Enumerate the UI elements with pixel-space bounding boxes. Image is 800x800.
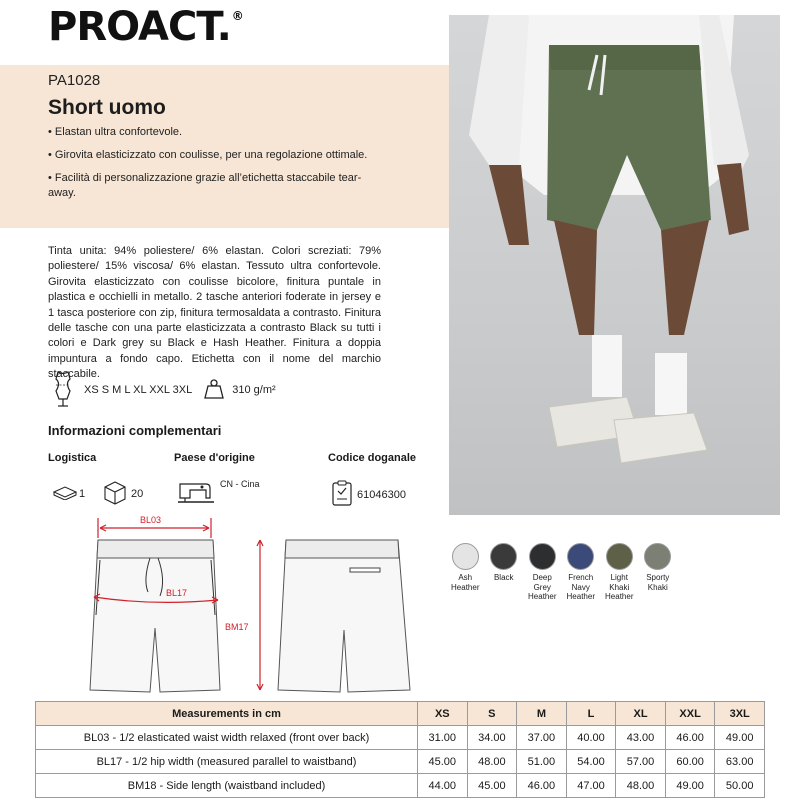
header-cell: XL bbox=[616, 702, 666, 726]
header-cell: 3XL bbox=[715, 702, 765, 726]
color-swatch[interactable] bbox=[644, 543, 671, 570]
color-swatch[interactable] bbox=[606, 543, 633, 570]
value-cell: 49.00 bbox=[665, 774, 715, 798]
product-photo bbox=[449, 15, 780, 515]
mannequin-icon bbox=[48, 369, 78, 412]
info-title: Informazioni complementari bbox=[48, 423, 222, 438]
header-cell: S bbox=[467, 702, 517, 726]
value-cell: 45.00 bbox=[418, 750, 468, 774]
value-cell: 48.00 bbox=[616, 774, 666, 798]
value-cell: 51.00 bbox=[517, 750, 567, 774]
color-option[interactable] bbox=[446, 543, 485, 602]
color-name: Light Khaki Heather bbox=[605, 573, 634, 601]
back-view-shorts bbox=[278, 540, 410, 692]
table-row bbox=[36, 726, 765, 750]
value-cell: 50.00 bbox=[715, 774, 765, 798]
measure-name-cell: BL17 - 1/2 hip width (measured parallel to waistband) bbox=[36, 750, 418, 774]
color-swatches bbox=[446, 543, 677, 602]
technical-drawing bbox=[88, 510, 420, 700]
waist-measure-label: BL03 bbox=[140, 515, 162, 525]
value-cell: 40.00 bbox=[566, 726, 616, 750]
unit-package-icon bbox=[52, 484, 78, 503]
color-name: French Navy Heather bbox=[566, 573, 595, 601]
product-code: PA1028 bbox=[48, 72, 101, 89]
value-cell: 54.00 bbox=[566, 750, 616, 774]
color-option[interactable] bbox=[485, 543, 524, 602]
table-row bbox=[36, 774, 765, 798]
color-swatch[interactable] bbox=[567, 543, 594, 570]
table-header-row bbox=[36, 702, 765, 726]
front-view-shorts bbox=[90, 540, 220, 692]
logistics-unit-value: 1 bbox=[79, 488, 86, 500]
value-cell: 45.00 bbox=[467, 774, 517, 798]
customs-value: 61046300 bbox=[357, 489, 406, 501]
color-name: Sporty Khaki bbox=[646, 573, 670, 592]
logistics-box-value: 20 bbox=[131, 488, 144, 500]
feature-item: • Elastan ultra confortevole. bbox=[48, 126, 183, 138]
value-cell: 63.00 bbox=[715, 750, 765, 774]
origin-value: CN - Cina bbox=[220, 479, 260, 489]
value-cell: 34.00 bbox=[467, 726, 517, 750]
header-cell: Measurements in cm bbox=[36, 702, 418, 726]
weight-icon bbox=[202, 377, 226, 404]
value-cell: 57.00 bbox=[616, 750, 666, 774]
brand-logo: PROACT.® bbox=[48, 4, 244, 50]
origin-label: Paese d'origine bbox=[174, 452, 255, 464]
side-length-measure-line bbox=[257, 540, 263, 690]
table-row bbox=[36, 750, 765, 774]
customs-label: Codice doganale bbox=[328, 452, 417, 464]
color-option[interactable] bbox=[600, 543, 639, 602]
color-option[interactable] bbox=[639, 543, 678, 602]
hip-measure-label: BL17 bbox=[166, 588, 188, 598]
color-swatch[interactable] bbox=[490, 543, 517, 570]
sizes-text: XS S M L XL XXL 3XL bbox=[84, 384, 193, 396]
measure-name-cell: BM18 - Side length (waistband included) bbox=[36, 774, 418, 798]
customs-document-icon bbox=[331, 479, 353, 510]
color-swatch[interactable] bbox=[529, 543, 556, 570]
value-cell: 46.00 bbox=[517, 774, 567, 798]
color-name: Ash Heather bbox=[451, 573, 480, 592]
color-option[interactable] bbox=[523, 543, 562, 602]
header-cell: XXL bbox=[665, 702, 715, 726]
value-cell: 47.00 bbox=[566, 774, 616, 798]
sizes-weight-row bbox=[48, 370, 276, 410]
side-measure-label: BM17 bbox=[225, 622, 249, 632]
feature-list bbox=[48, 125, 368, 209]
product-title: Short uomo bbox=[48, 96, 166, 119]
value-cell: 31.00 bbox=[418, 726, 468, 750]
logistics-label: Logistica bbox=[48, 452, 97, 464]
feature-item: • Girovita elasticizzato con coulisse, per una regolazione ottimale. bbox=[48, 149, 368, 161]
value-cell: 60.00 bbox=[665, 750, 715, 774]
color-option[interactable] bbox=[562, 543, 601, 602]
value-cell: 37.00 bbox=[517, 726, 567, 750]
product-description: Tinta unita: 94% poliestere/ 6% elastan. Colori screziati: 79% poliestere/ 15% viscosa/ 6% elastan. Tessuto ultra confortevole. Girovita elasticizzato con coulisse bicolore, finitura puntale in plastica e occhielli in metallo. 2 tasche anteriori foderate in jersey e 1 tasca posteriore con zip, finitura termosaldata a contrasto. Finitura delle tasche con una parte elasticizzata a contrasto Black su tutti i colori e Dark grey su Black e Hash Heather. Finitura a doppia impuntura a fondo capo. Etichetta con il nome del marchio staccabile. bbox=[48, 245, 381, 381]
header-cell: L bbox=[566, 702, 616, 726]
color-name: Deep Grey Heather bbox=[528, 573, 557, 601]
value-cell: 43.00 bbox=[616, 726, 666, 750]
model-wearing-shorts-illustration bbox=[449, 15, 780, 515]
header-cell: M bbox=[517, 702, 567, 726]
carton-box-icon bbox=[102, 479, 128, 508]
measure-name-cell: BL03 - 1/2 elasticated waist width relaxed (front over back) bbox=[36, 726, 418, 750]
value-cell: 46.00 bbox=[665, 726, 715, 750]
value-cell: 44.00 bbox=[418, 774, 468, 798]
measurements-table bbox=[35, 701, 765, 798]
sewing-machine-icon bbox=[176, 478, 216, 509]
color-name: Black bbox=[493, 573, 514, 582]
color-swatch[interactable] bbox=[452, 543, 479, 570]
header-cell: XS bbox=[418, 702, 468, 726]
value-cell: 48.00 bbox=[467, 750, 517, 774]
weight-text: 310 g/m² bbox=[232, 384, 276, 396]
feature-item: • Facilità di personalizzazione grazie all’etichetta staccabile tear-away. bbox=[48, 172, 362, 199]
value-cell: 49.00 bbox=[715, 726, 765, 750]
